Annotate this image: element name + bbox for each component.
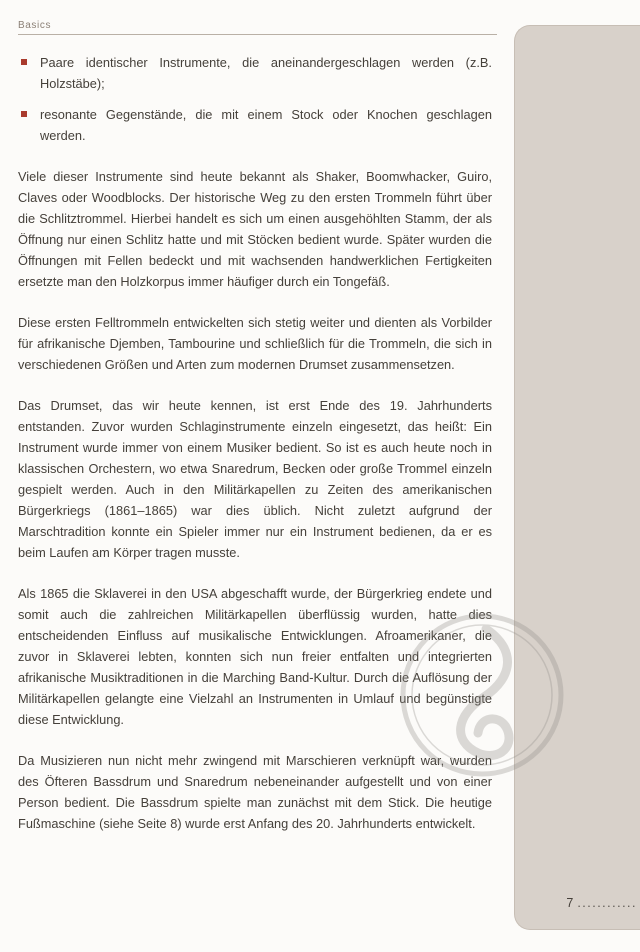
leader-dots: ............ — [577, 896, 637, 910]
list-item — [18, 104, 492, 146]
page-footer — [566, 896, 637, 910]
bullet-text: resonante Gegenstände, die mit einem Stock oder Knochen geschlagen werden. — [40, 107, 492, 143]
bullet-list — [18, 52, 492, 146]
paragraph: Viele dieser Instrumente sind heute bekannt als Shaker, Boomwhacker, Guiro, Claves oder Woodblocks. Der historische Weg zu den ersten Trommeln führt über die Schlitztrommel. Hierbei handelt es sich um einen ausgehöhlten Stamm, der als Öffnung nur einen Schlitz hatte und mit Stöcken bedient wurde. Später wurden die Öffnungen mit Fellen bedeckt und mit wachsenden handwerklichen Fertigkeiten ersetzte man den Holzkorpus immer häufiger durch ein Tongefäß. — [18, 169, 492, 289]
body-text-column — [18, 52, 492, 834]
header-rule — [18, 34, 497, 35]
square-bullet-icon — [21, 59, 27, 65]
square-bullet-icon — [21, 111, 27, 117]
paragraph: Das Drumset, das wir heute kennen, ist erst Ende des 19. Jahrhunderts entstanden. Zuvor wurden Schlaginstrumente einzeln eingesetzt, das heißt: Ein Instrument wurde immer von einem Musiker bedient. So ist es auch heute noch in klassischen Orchestern, wo etwa Snaredrum, Becken oder große Trommel einzeln gespielt werden. Auch in den Militärkapellen zu Zeiten des amerikanischen Bürgerkriegs (1861–1865) war dies üblich. Nicht zuletzt aufgrund der Marschtradition konnte ein Spieler immer nur ein Instrument bedienen, da er es beim Laufen am Körper tragen musste. — [18, 398, 492, 560]
paragraph: Diese ersten Felltrommeln entwickelten sich stetig weiter und dienten als Vorbilder für afrikanische Djemben, Tambourine und schließlich für die Trommeln, die sich in verschiedenen Größen und Arten zum modernen Drumset zusammensetzen. — [18, 315, 492, 372]
section-label: Basics — [18, 20, 52, 31]
side-tab-panel — [514, 25, 640, 930]
paragraph: Als 1865 die Sklaverei in den USA abgeschafft wurde, der Bürgerkrieg endete und somit auch die zahlreichen Militärkapellen überflüssig wurden, hatte dies entscheidenden Einfluss auf musikalische Entwicklungen. Afroamerikaner, die zuvor in Sklaverei lebten, konnten sich nun freier entfalten und integrierten afrikanische Musiktraditionen in die Marching Band-Kultur. Durch die Auflösung der Militärkapellen gelangte eine Vielzahl an Instrumenten in Umlauf und begünstigte diese Entwicklung. — [18, 586, 492, 727]
list-item — [18, 52, 492, 94]
page-number: 7 — [566, 896, 574, 910]
bullet-text: Paare identischer Instrumente, die aneinandergeschlagen werden (z.B. Holzstäbe); — [40, 55, 492, 91]
paragraph: Da Musizieren nun nicht mehr zwingend mit Marschieren verknüpft war, wurden des Öfteren Bassdrum und Snaredrum nebeneinander aufgestellt und von einer Person bedient. Die Bassdrum spielte man zunächst mit dem Stick. Die heutige Fußmaschine (siehe Seite 8) wurde erst Anfang des 20. Jahrhunderts entwickelt. — [18, 753, 492, 831]
